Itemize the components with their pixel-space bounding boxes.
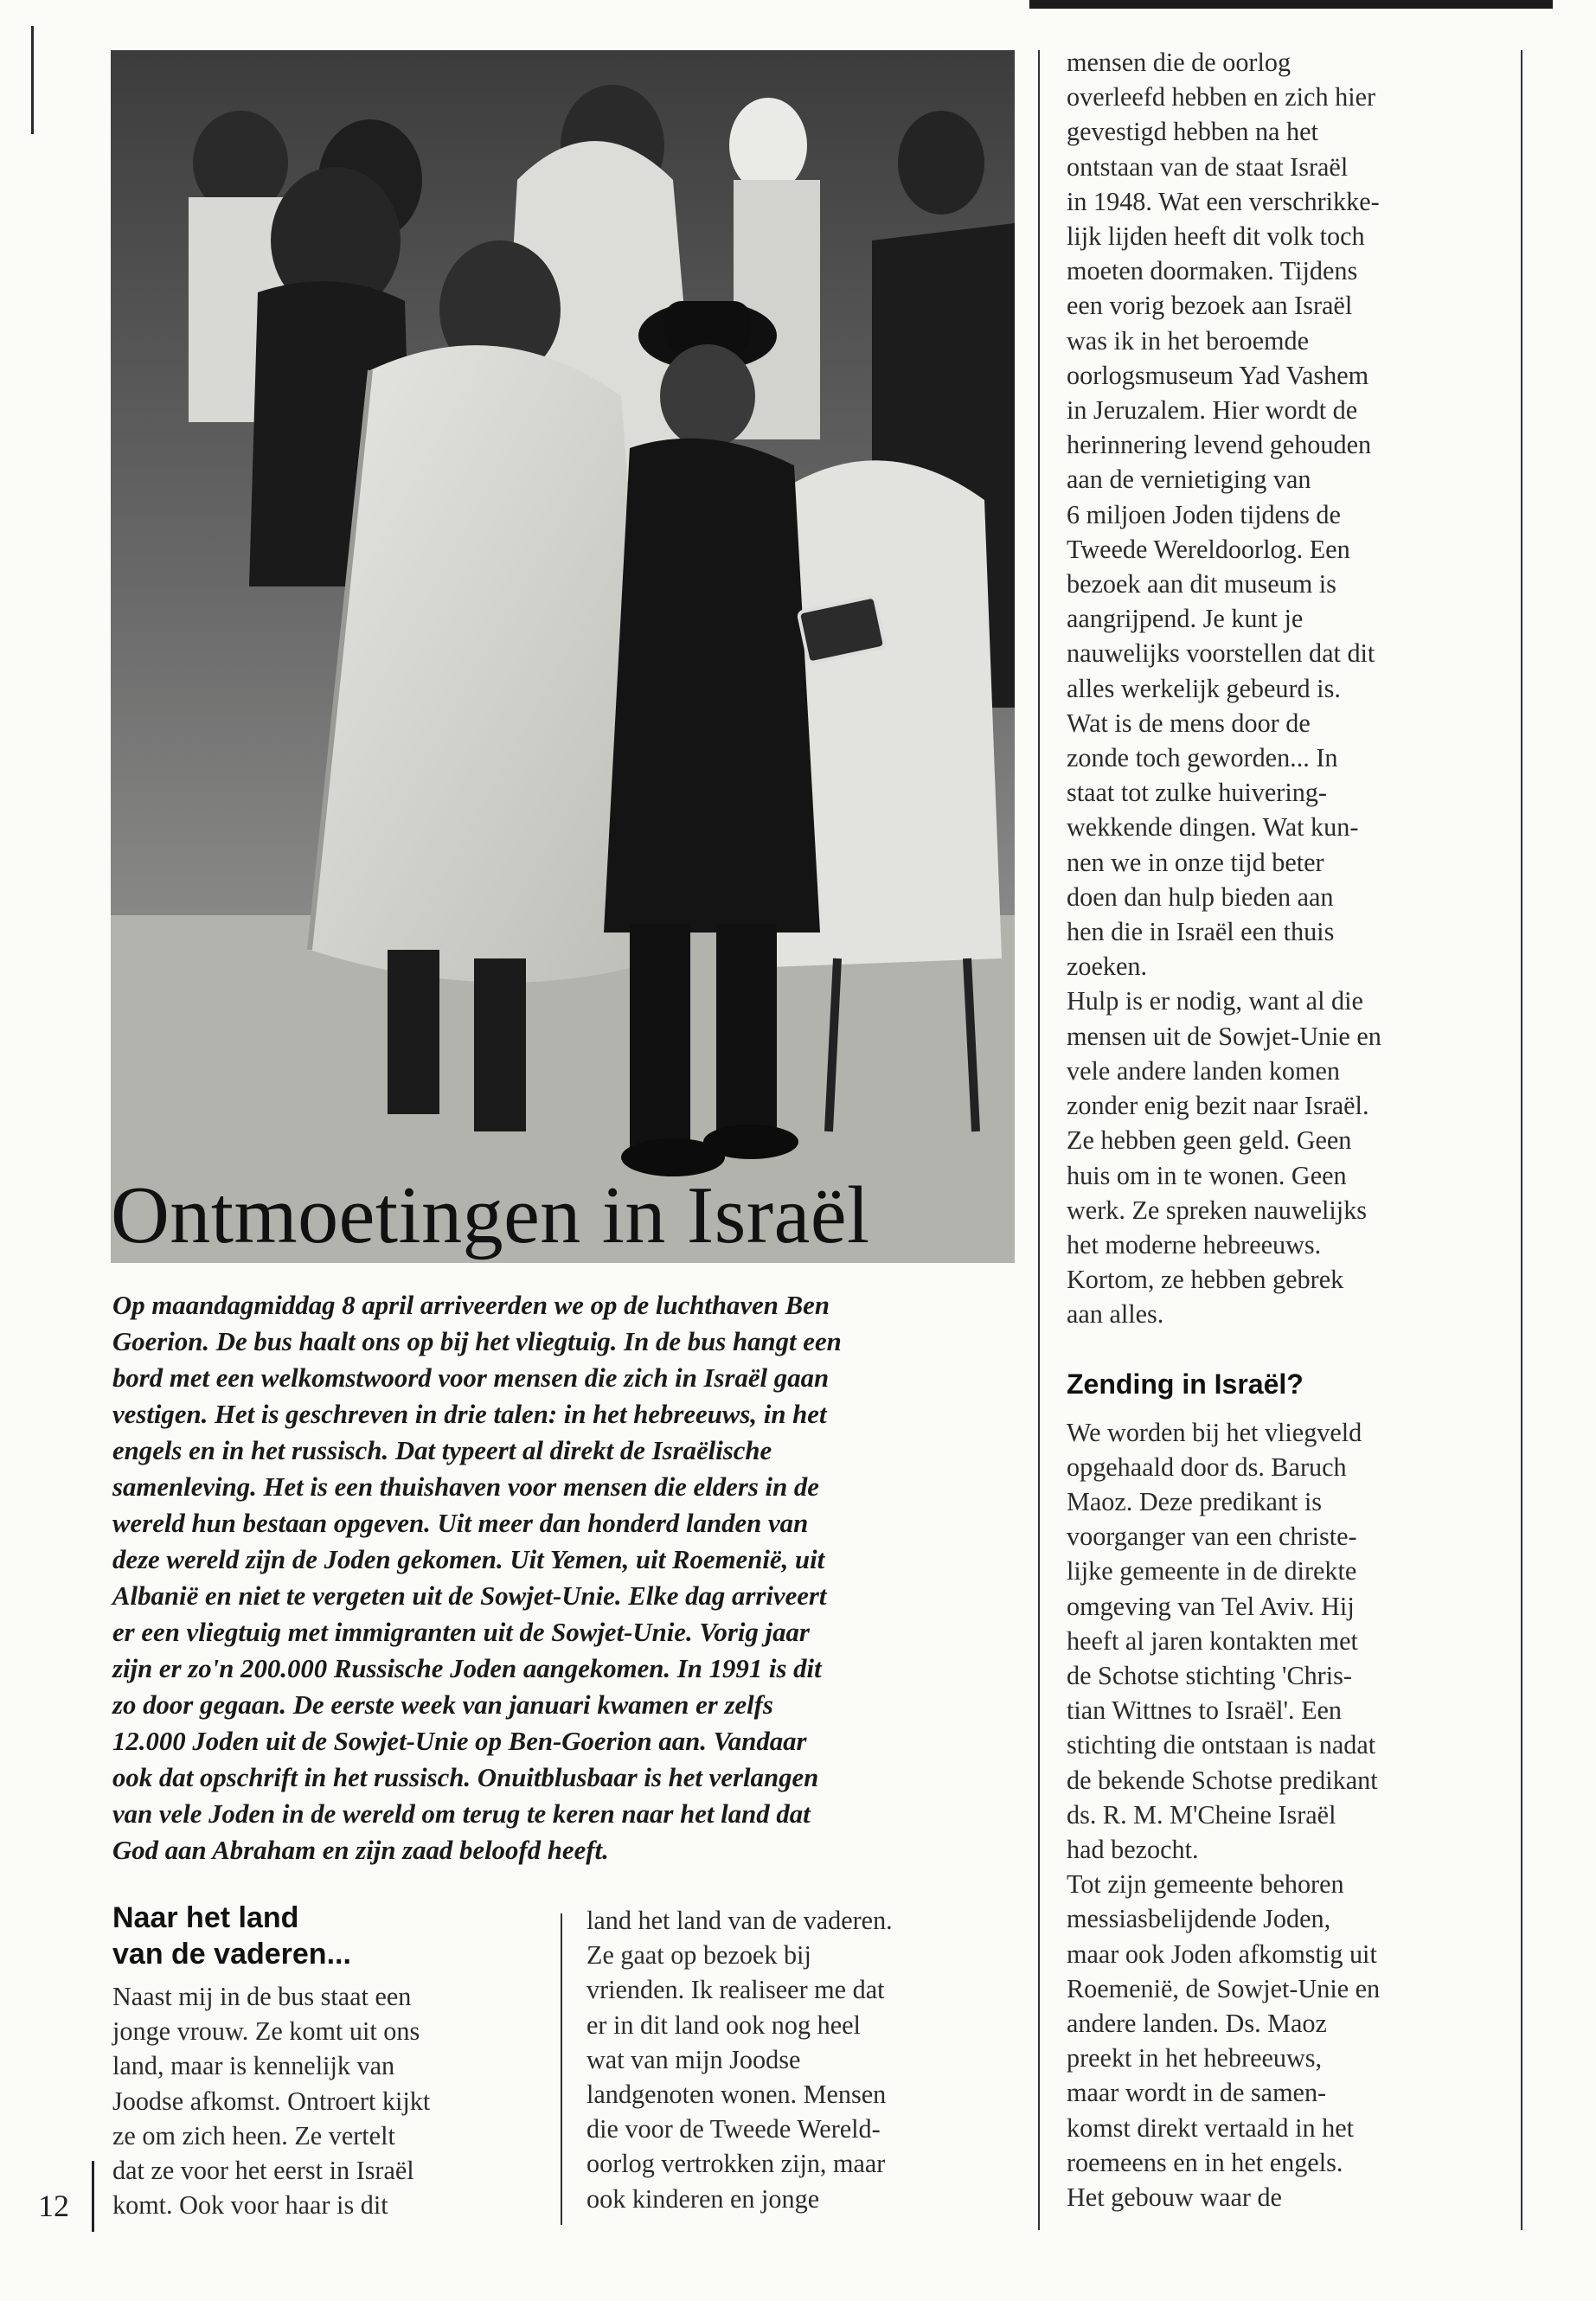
body-line: Ze gaat op bezoek bij: [586, 1940, 811, 1971]
body-line: ze om zich heen. Ze vertelt: [112, 2120, 395, 2150]
subheading-naar-het-land: [112, 1900, 545, 1972]
article-headline: Ontmoetingen in Israël: [111, 1170, 870, 1260]
body-line: de bekende Schotse predikant: [1067, 1765, 1378, 1795]
lead-line: samenleving. Het is een thuishaven voor mensen die elders in de: [112, 1472, 819, 1502]
body-line: in Jeruzalem. Hier wordt de: [1067, 395, 1358, 426]
body-line: hen die in Israël een thuis: [1067, 917, 1335, 947]
body-line: mensen uit de Sowjet-Unie en: [1067, 1021, 1381, 1051]
subheading-zending-in-israel: [1067, 1367, 1516, 1401]
body-line: dat ze voor het eerst in Israël: [112, 2156, 414, 2186]
body-line: maar wordt in de samen-: [1067, 2078, 1327, 2108]
column-rule: [1038, 50, 1040, 2230]
lead-line: Goerion. De bus haalt ons op bij het vliegtuig. In de bus hangt een: [112, 1327, 842, 1356]
body-line: opgehaald door ds. Baruch: [1067, 1452, 1347, 1482]
body-line: bezoek aan dit museum is: [1067, 569, 1336, 599]
lead-line: zijn er zo'n 200.000 Russische Joden aangekomen. In 1991 is dit: [112, 1654, 822, 1683]
body-line: Wat is de mens door de: [1067, 708, 1311, 738]
body-line: andere landen. Ds. Maoz: [1067, 2008, 1327, 2038]
top-rule: [1029, 0, 1553, 9]
body-line: ook kinderen en jonge: [586, 2183, 820, 2214]
body-line: komst direkt vertaald in het: [1067, 2112, 1354, 2143]
body-line: Roemenië, de Sowjet-Unie en: [1067, 1973, 1381, 2003]
body-line: omgeving van Tel Aviv. Hij: [1067, 1591, 1355, 1621]
column-1: [112, 1900, 545, 2222]
body-line: een vorig bezoek aan Israël: [1067, 291, 1353, 321]
body-line: werk. Ze spreken nauwelijks: [1067, 1195, 1368, 1225]
body-line: doen dan hulp bieden aan: [1067, 881, 1334, 912]
lead-line: zo door gegaan. De eerste week van januari kwamen er zelfs: [112, 1690, 773, 1720]
body-line: was ik in het beroemde: [1067, 325, 1309, 356]
column-2: [586, 1903, 1028, 2216]
body-line: er in dit land ook nog heel: [586, 2009, 861, 2040]
body-line: nauwelijks voorstellen dat dit: [1067, 638, 1375, 669]
body-line: oorlog vertrokken zijn, maar: [586, 2149, 886, 2179]
photo-prayer-scene: [111, 50, 1015, 1263]
body-line: alles werkelijk gebeurd is.: [1067, 673, 1341, 703]
lead-line: deze wereld zijn de Joden gekomen. Uit Yemen, uit Roemenië, uit: [112, 1545, 825, 1574]
body-line: overleefd hebben en zich hier: [1067, 82, 1376, 112]
body-line: jonge vrouw. Ze komt uit ons: [112, 2016, 420, 2047]
body-line: komt. Ook voor haar is dit: [112, 2190, 388, 2221]
body-line: roemeens en in het engels.: [1067, 2147, 1343, 2177]
page-number: 12: [38, 2189, 69, 2223]
lead-paragraph: [112, 1287, 1016, 1868]
body-line: heeft al jaren kontakten met: [1067, 1625, 1358, 1656]
body-line: aan alles.: [1067, 1299, 1164, 1330]
body-line: huis om in te wonen. Geen: [1067, 1160, 1347, 1190]
body-line: maar ook Joden afkomstig uit: [1067, 1939, 1377, 1969]
body-line: preekt in het hebreeuws,: [1067, 2043, 1323, 2073]
body-line: Kortom, ze hebben gebrek: [1067, 1265, 1344, 1295]
lead-line: ook dat opschrift in het russisch. Onuitblusbaar is het verlangen: [112, 1763, 819, 1792]
subheading-line: Naar het land: [112, 1901, 299, 1934]
left-margin-rule: [31, 26, 34, 134]
body-line: Naast mij in de bus staat een: [112, 1982, 412, 2011]
body-line: Tweede Wereldoorlog. Een: [1067, 534, 1350, 564]
body-line: ds. R. M. M'Cheine Israël: [1067, 1799, 1336, 1830]
body-line: messiasbelijdende Joden,: [1067, 1904, 1331, 1934]
body-line: Het gebouw waar de: [1067, 2182, 1282, 2212]
body-line: land, maar is kennelijk van: [112, 2051, 395, 2081]
body-line: staat tot zulke huivering-: [1067, 778, 1327, 808]
body-line: landgenoten wonen. Mensen: [586, 2080, 887, 2110]
lead-line: 12.000 Joden uit de Sowjet-Unie op Ben-Goerion aan. Vandaar: [112, 1727, 807, 1756]
page-number-rule: [92, 2161, 94, 2232]
body-line: herinnering levend gehouden: [1067, 430, 1372, 460]
lead-line: bord met een welkomstwoord voor mensen die zich in Israël gaan: [112, 1363, 830, 1393]
body-line: had bezocht.: [1067, 1834, 1199, 1864]
body-line: mensen die de oorlog: [1067, 48, 1292, 77]
body-line: Ze hebben geen geld. Geen: [1067, 1125, 1352, 1156]
body-line: gevestigd hebben na het: [1067, 117, 1318, 147]
subheading-line: Zending in Israël?: [1067, 1368, 1304, 1400]
body-line: 6 miljoen Joden tijdens de: [1067, 499, 1341, 529]
body-line: voorganger van een christe-: [1067, 1522, 1357, 1552]
column-rule: [561, 1913, 562, 2225]
lead-line: Op maandagmiddag 8 april arriveerden we op de luchthaven Ben: [112, 1291, 830, 1320]
body-line: het moderne hebreeuws.: [1067, 1229, 1322, 1259]
body-line: lijke gemeente in de direkte: [1067, 1556, 1357, 1586]
body-line: zonder enig bezit naar Israël.: [1067, 1091, 1369, 1121]
body-line: land het land van de vaderen.: [586, 1906, 893, 1935]
body-line: aan de vernietiging van: [1067, 465, 1311, 495]
body-line: Tot zijn gemeente behoren: [1067, 1869, 1344, 1900]
body-line: We worden bij het vliegveld: [1067, 1417, 1362, 1447]
body-line: lijk lijden heeft dit volk toch: [1067, 221, 1365, 252]
body-line: aangrijpend. Je kunt je: [1067, 604, 1304, 634]
body-line: ontstaan van de staat Israël: [1067, 151, 1349, 182]
lead-line: vestigen. Het is geschreven in drie talen: in het hebreeuws, in het: [112, 1400, 827, 1429]
column-3: [1067, 45, 1516, 2214]
body-line: Maoz. Deze predikant is: [1067, 1486, 1323, 1516]
body-line: oorlogsmuseum Yad Vashem: [1067, 360, 1369, 390]
body-line: de Schotse stichting 'Chris-: [1067, 1660, 1352, 1690]
lead-line: God aan Abraham en zijn zaad beloofd heeft.: [112, 1836, 609, 1865]
lead-line: engels en in het russisch. Dat typeert al direkt de Israëlische: [112, 1436, 772, 1465]
lead-line: van vele Joden in de wereld om terug te keren naar het land dat: [112, 1799, 811, 1829]
body-line: Joodse afkomst. Ontroert kijkt: [112, 2086, 431, 2116]
body-line: wekkende dingen. Wat kun-: [1067, 812, 1359, 843]
body-line: die voor de Tweede Wereld-: [586, 2114, 881, 2144]
body-line: zonde toch geworden... In: [1067, 743, 1338, 773]
body-line: vrienden. Ik realiseer me dat: [586, 1975, 885, 2005]
column-rule: [1521, 50, 1522, 2230]
subheading-line: van de vaderen...: [112, 1938, 351, 1971]
body-line: in 1948. Wat een verschrikke-: [1067, 186, 1380, 216]
body-line: vele andere landen komen: [1067, 1055, 1340, 1086]
body-line: nen we in onze tijd beter: [1067, 847, 1324, 877]
lead-line: wereld hun bestaan opgeven. Uit meer dan honderd landen van: [112, 1509, 809, 1538]
body-line: zoeken.: [1067, 952, 1148, 982]
body-line: Hulp is er nodig, want al die: [1067, 986, 1363, 1016]
body-line: tian Wittnes to Israël'. Een: [1067, 1695, 1343, 1726]
body-line: stichting die ontstaan is nadat: [1067, 1730, 1376, 1760]
lead-line: er een vliegtuig met immigranten uit de Sowjet-Unie. Vorig jaar: [112, 1618, 810, 1647]
body-line: moeten doormaken. Tijdens: [1067, 256, 1358, 286]
photo-illustration: [111, 50, 1015, 1263]
body-line: wat van mijn Joodse: [586, 2044, 801, 2074]
lead-line: Albanië en niet te vergeten uit de Sowjet-Unie. Elke dag arriveert: [112, 1581, 827, 1611]
